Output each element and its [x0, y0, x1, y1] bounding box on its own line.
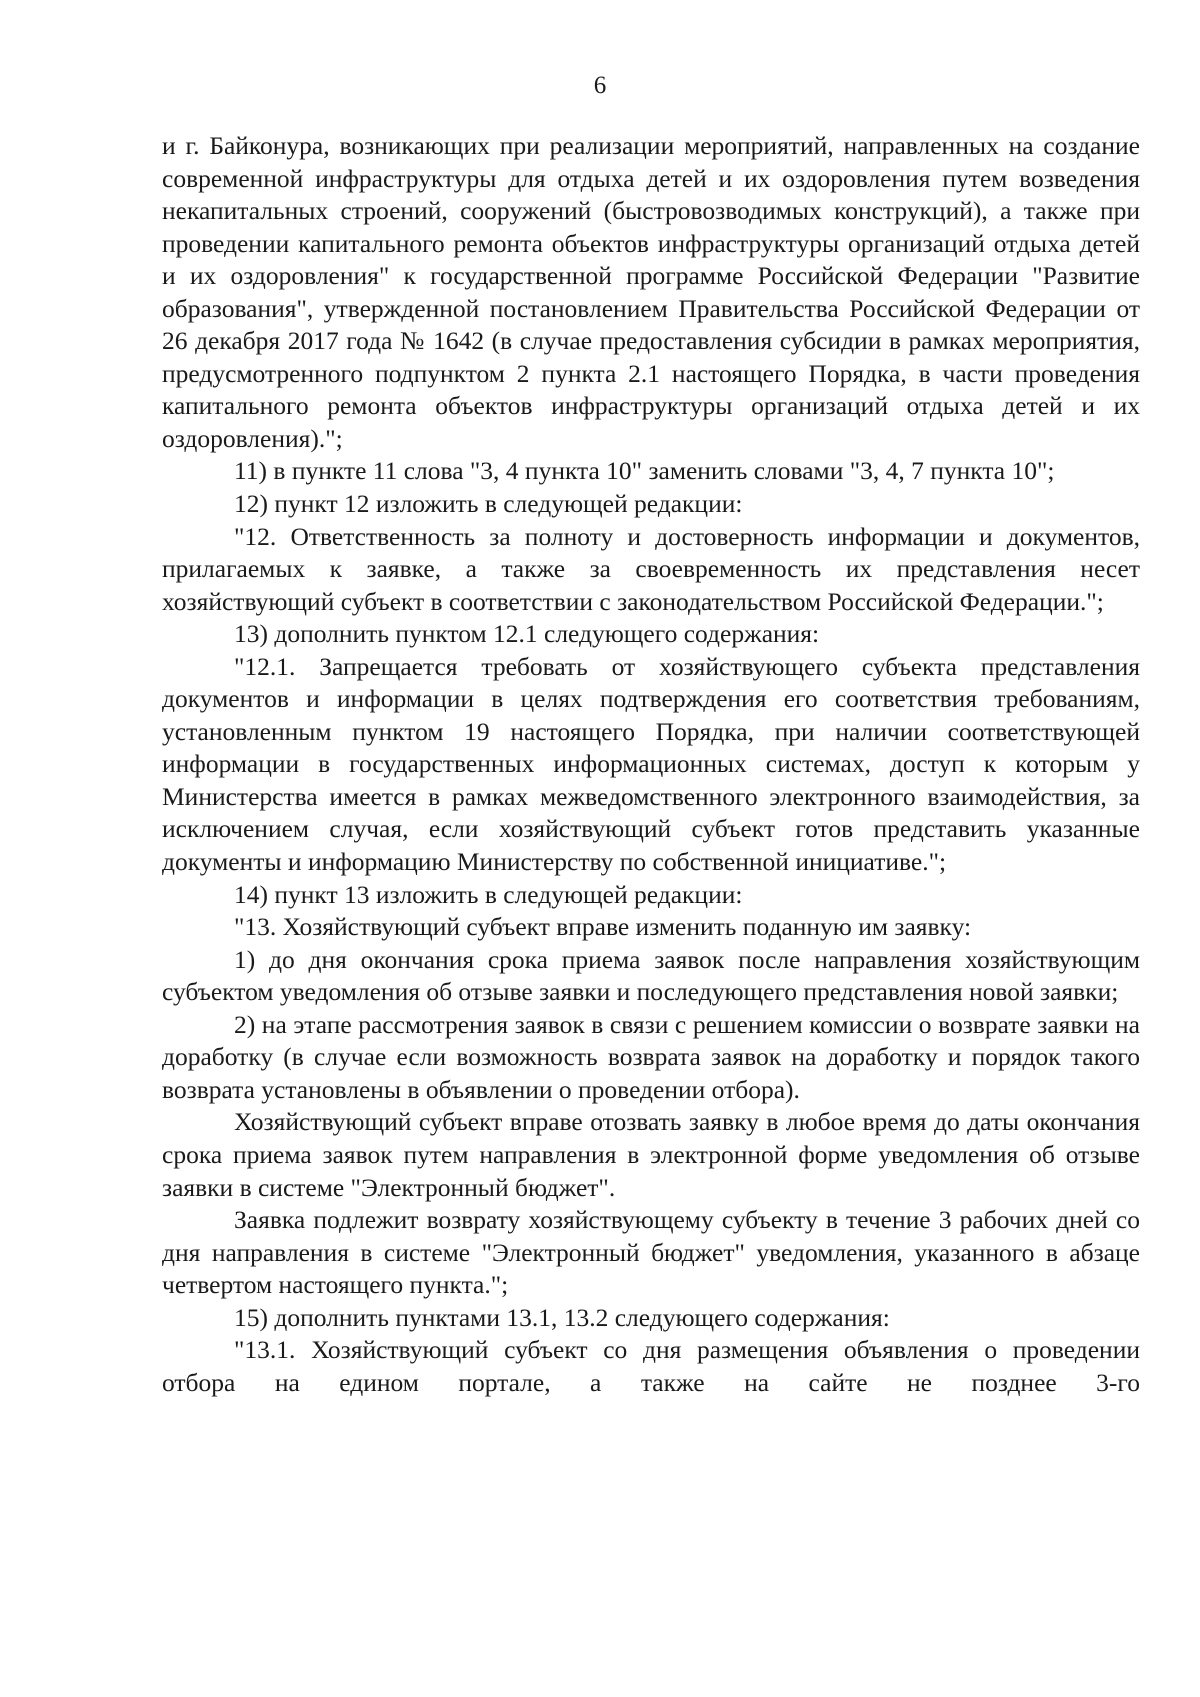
paragraph-13: 15) дополнить пунктами 13.1, 13.2 следующего содержания:	[234, 1302, 890, 1332]
paragraph-14: "13.1. Хозяйствующий субъект со дня размещения объявления о проведении отбора на едином портале, а также на сайте не позднее 3-го	[162, 1335, 1140, 1397]
paragraph-7: 14) пункт 13 изложить в следующей редакции:	[234, 879, 743, 909]
paragraph-1: и г. Байконура, возникающих при реализации мероприятий, направленных на создание современной инфраструктуры для отдыха детей и их оздоровления путем возведения некапитальных строений, сооружений (быстровозводимых конструкций), а также при проведении капитального ремонта объектов инфраструктуры организаций отдыха детей и их оздоровления" к государственной программе Российской Федерации "Развитие образования", утвержденной постановлением Правительства Российской Федерации от 26 декабря 2017 года № 1642 (в случае предоставления субсидии в рамках мероприятия, предусмотренного подпунктом 2 пункта 2.1 настоящего Порядка, в части проведения капитального ремонта объектов инфраструктуры организаций отдыха детей и их оздоровления).";	[162, 131, 1140, 453]
paragraph-4: "12. Ответственность за полноту и достоверность информации и документов, прилагаемых к заявке, а также за своевременность их представления несет хозяйствующий субъект в соответствии с законодательством Российской Федерации.";	[162, 521, 1140, 616]
paragraph-10: 2) на этапе рассмотрения заявок в связи с решением комиссии о возврате заявки на доработку (в случае если возможность возврата заявок на доработку и порядок такого возврата установлены в объявлении о проведении отбора).	[162, 1009, 1140, 1104]
paragraph-11: Хозяйствующий субъект вправе отозвать заявку в любое время до даты окончания срока приема заявок путем направления в электронной форме уведомления об отзыве заявки в системе "Электронный бюджет".	[162, 1107, 1140, 1202]
paragraph-9: 1) до дня окончания срока приема заявок после направления хозяйствующим субъектом уведомления об отзыве заявки и последующего представления новой заявки;	[162, 944, 1140, 1007]
paragraph-12: Заявка подлежит возврату хозяйствующему субъекту в течение 3 рабочих дней со дня направления в системе "Электронный бюджет" уведомления, указанного в абзаце четвертом настоящего пункта.";	[162, 1205, 1140, 1300]
page-number: 6	[593, 72, 607, 99]
paragraph-3: 12) пункт 12 изложить в следующей редакции:	[234, 489, 743, 519]
paragraph-5: 13) дополнить пунктом 12.1 следующего содержания:	[234, 619, 820, 649]
document-body	[162, 130, 1140, 1399]
paragraph-8: "13. Хозяйствующий субъект вправе изменить поданную им заявку:	[234, 912, 972, 942]
paragraph-6: "12.1. Запрещается требовать от хозяйствующего субъекта представления документов и информации в целях подтверждения его соответствия требованиям, установленным пунктом 19 настоящего Порядка, при наличии соответствующей информации в государственных информационных системах, доступ к которым у Министерства имеется в рамках межведомственного электронного взаимодействия, за исключением случая, если хозяйствующий субъект готов представить указанные документы и информацию Министерству по собственной инициативе.";	[162, 651, 1140, 877]
paragraph-2: 11) в пункте 11 слова "3, 4 пункта 10" заменить словами "3, 4, 7 пункта 10";	[234, 456, 1055, 486]
